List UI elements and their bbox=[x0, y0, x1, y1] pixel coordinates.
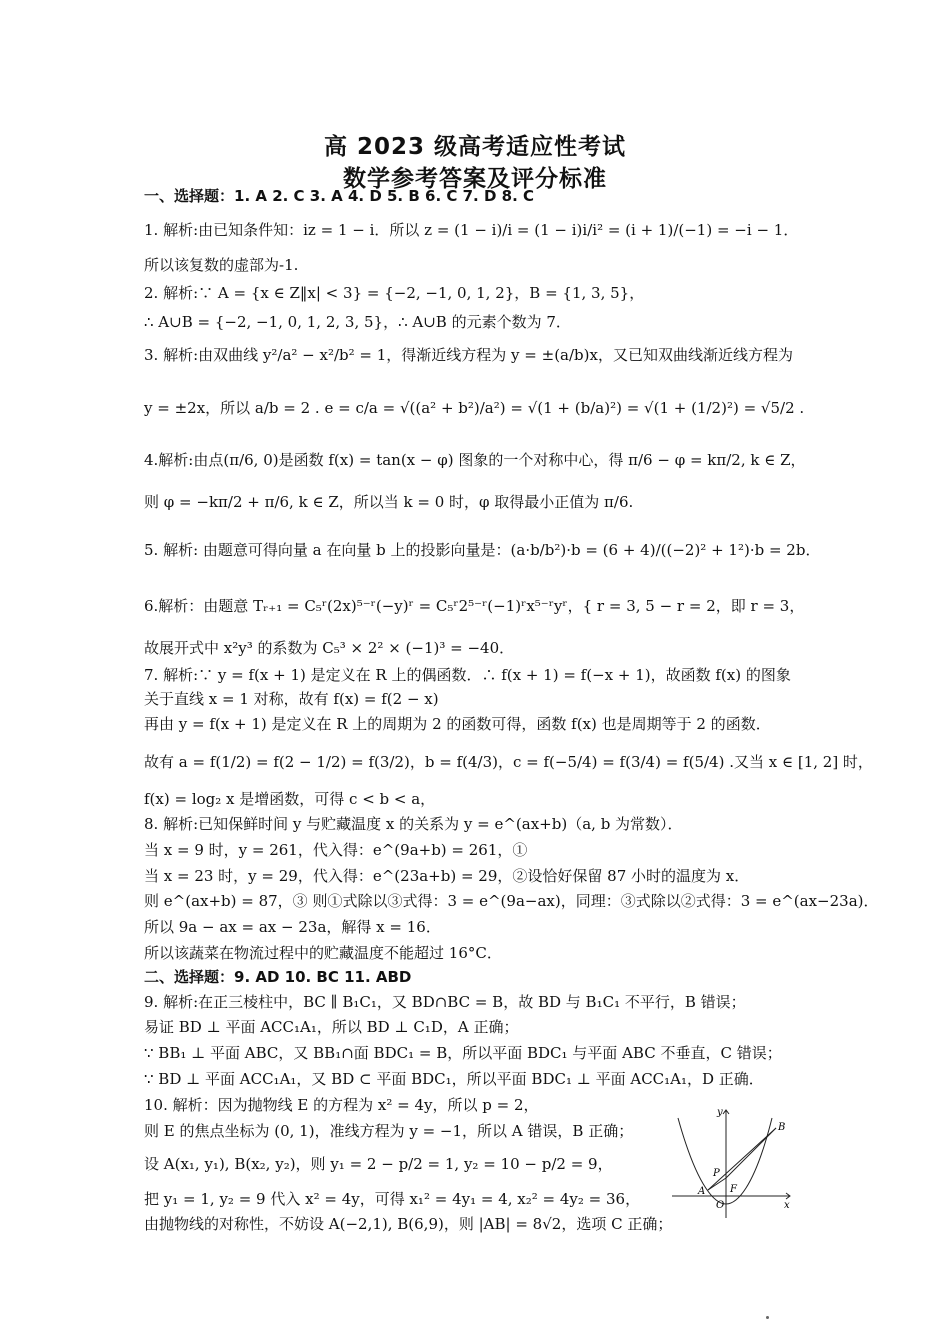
q7-line5: f(x) = log₂ x 是增函数，可得 c < b < a， bbox=[144, 790, 436, 808]
q5-line: 5. 解析: 由题意可得向量 a 在向量 b 上的投影向量是：(a·b/b²)·b = (6 + 4)/((−2)² + 1²)·b = 2b． bbox=[144, 541, 821, 559]
q10-line4: 把 y₁ = 1, y₂ = 9 代入 x² = 4y，可得 x₁² = 4y₁ = 4, x₂² = 4y₂ = 36， bbox=[144, 1190, 641, 1208]
q10-line5: 由抛物线的对称性，不妨设 A(−2,1), B(6,9)，则 |AB| = 8√2，选项 C 正确； bbox=[144, 1215, 673, 1233]
section2-header: 二、选择题：9. AD 10. BC 11. ABD bbox=[144, 968, 412, 986]
parabola-figure bbox=[668, 1100, 796, 1220]
figure-label-y: y bbox=[717, 1107, 723, 1118]
q8-line1: 8. 解析:已知保鲜时间 y 与贮藏温度 x 的关系为 y = e^(ax+b)（a, b 为常数）． bbox=[144, 815, 683, 833]
q1-line2: 所以该复数的虚部为-1. bbox=[144, 256, 299, 274]
figure-label-x: x bbox=[784, 1200, 790, 1211]
stray-dot bbox=[766, 1316, 769, 1319]
q8-line4: 则 e^(ax+b) = 87，③ 则①式除以③式得：3 = e^(9a−ax)，同理：③式除以②式得：3 = e^(ax−23a)． bbox=[144, 892, 879, 910]
q9-line1: 9. 解析:在正三棱柱中，BC ∥ B₁C₁，又 BD∩BC = B，故 BD 与 B₁C₁ 不平行，B 错误； bbox=[144, 993, 746, 1011]
q10-line1: 10. 解析：因为抛物线 E 的方程为 x² = 4y，所以 p = 2， bbox=[144, 1096, 539, 1114]
figure-label-p: P bbox=[713, 1168, 720, 1179]
q7-line4: 故有 a = f(1/2) = f(2 − 1/2) = f(3/2)，b = f(4/3)，c = f(−5/4) = f(3/4) = f(5/4) .又当 x ∈ [1, 2] 时， bbox=[144, 753, 873, 771]
q6-line1: 6.解析：由题意 Tᵣ₊₁ = C₅ʳ(2x)⁵⁻ʳ(−y)ʳ = C₅ʳ2⁵⁻ʳ(−1)ʳx⁵⁻ʳyʳ，{ r = 3, 5 − r = 2，即 r = 3， bbox=[144, 597, 805, 615]
q7-line1: 7. 解析:∵ y = f(x + 1) 是定义在 R 上的偶函数．∴ f(x + 1) = f(−x + 1)，故函数 f(x) 的图象 bbox=[144, 666, 791, 684]
q2-line2: ∴ A∪B = {−2, −1, 0, 1, 2, 3, 5}，∴ A∪B 的元素个数为 7． bbox=[144, 313, 571, 331]
q7-line2: 关于直线 x = 1 对称，故有 f(x) = f(2 − x) bbox=[144, 690, 439, 708]
q9-line3: ∵ BB₁ ⊥ 平面 ABC，又 BB₁∩面 BDC₁ = B，所以平面 BDC₁ 与平面 ABC 不垂直，C 错误； bbox=[144, 1044, 782, 1062]
page-subtitle: 数学参考答案及评分标准 bbox=[343, 166, 607, 192]
q9-line2: 易证 BD ⊥ 平面 ACC₁A₁，所以 BD ⊥ C₁D，A 正确； bbox=[144, 1018, 519, 1036]
q10-line3: 设 A(x₁, y₁), B(x₂, y₂)，则 y₁ = 2 − p/2 = 1, y₂ = 10 − p/2 = 9， bbox=[144, 1155, 613, 1173]
q6-line2: 故展开式中 x²y³ 的系数为 C₅³ × 2² × (−1)³ = −40． bbox=[144, 639, 515, 657]
figure-label-o: O bbox=[716, 1200, 725, 1211]
q10-line2: 则 E 的焦点坐标为 (0, 1)，准线方程为 y = −1，所以 A 错误，B 正确； bbox=[144, 1122, 634, 1140]
q1-line1: 1. 解析:由已知条件知：iz = 1 − i．所以 z = (1 − i)/i = (1 − i)i/i² = (i + 1)/(−1) = −i − 1． bbox=[144, 221, 799, 239]
q2-line1: 2. 解析:∵ A = {x ∈ Z‖x| < 3} = {−2, −1, 0, 1, 2}，B = {1, 3, 5}， bbox=[144, 284, 645, 302]
q8-line5: 所以 9a − ax = ax − 23a，解得 x = 16． bbox=[144, 918, 441, 936]
q8-line3: 当 x = 23 时，y = 29，代入得：e^(23a+b) = 29，②设恰好保留 87 小时的温度为 x． bbox=[144, 867, 750, 885]
figure-label-b: B bbox=[778, 1122, 786, 1133]
section1-header: 一、选择题：1. A 2. C 3. A 4. D 5. B 6. C 7. D 8. C bbox=[144, 187, 534, 205]
q3-line2: y = ±2x，所以 a/b = 2 . e = c/a = √((a² + b²)/a²) = √(1 + (b/a)²) = √(1 + (1/2)²) = √5/2 . bbox=[144, 399, 805, 417]
q8-line6: 所以该蔬菜在物流过程中的贮藏温度不能超过 16°C． bbox=[144, 944, 502, 962]
figure-label-f: F bbox=[730, 1184, 737, 1195]
q4-line2: 则 φ = −kπ/2 + π/6, k ∈ Z，所以当 k = 0 时，φ 取得最小正值为 π/6. bbox=[144, 493, 634, 511]
q8-line2: 当 x = 9 时，y = 261，代入得：e^(9a+b) = 261，① bbox=[144, 841, 528, 859]
q3-line1: 3. 解析:由双曲线 y²/a² − x²/b² = 1，得渐近线方程为 y = ±(a/b)x，又已知双曲线渐近线方程为 bbox=[144, 346, 793, 364]
q7-line3: 再由 y = f(x + 1) 是定义在 R 上的周期为 2 的函数可得，函数 f(x) 也是周期等于 2 的函数． bbox=[144, 715, 771, 733]
q4-line1: 4.解析:由点(π/6, 0)是函数 f(x) = tan(x − φ) 图象的一个对称中心，得 π/6 − φ = kπ/2, k ∈ Z， bbox=[144, 451, 806, 469]
page-title: 高 2023 级高考适应性考试 bbox=[323, 134, 627, 160]
q9-line4: ∵ BD ⊥ 平面 ACC₁A₁，又 BD ⊂ 平面 BDC₁，所以平面 BDC₁ ⊥ 平面 ACC₁A₁，D 正确． bbox=[144, 1070, 764, 1088]
figure-label-a: A bbox=[698, 1186, 706, 1197]
